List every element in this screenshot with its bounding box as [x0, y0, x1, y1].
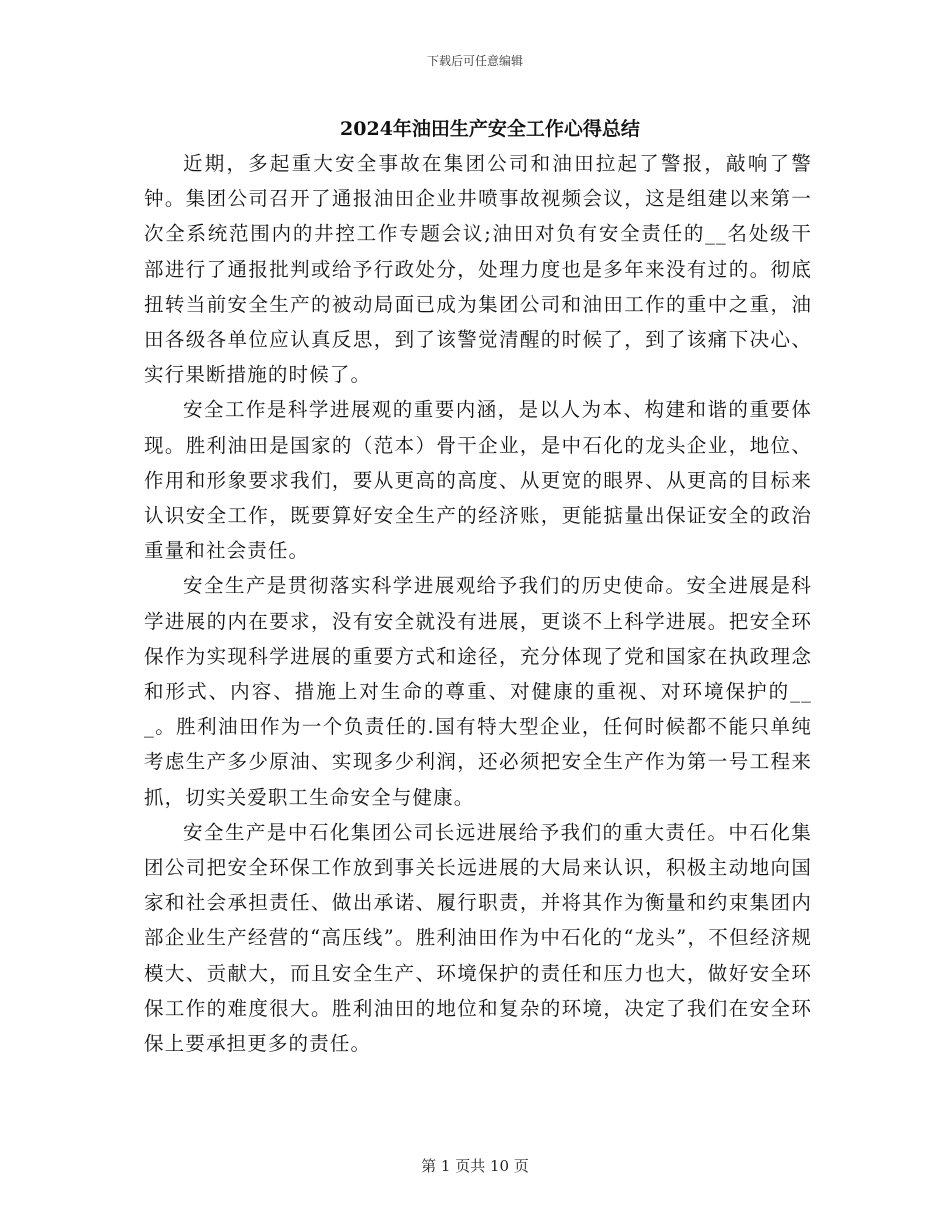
document-body: [144, 146, 812, 1061]
paragraph: 安全生产是中石化集团公司长远进展给予我们的重大责任。中石化集团公司把安全环保工作放到事关长远进展的大局来认识，积极主动地向国家和社会承担责任、做出承诺、履行职责，并将其作为衡量和约束集团内部企业生产经营的“高压线”。胜利油田作为中石化的“龙头”，不但经济规模大、贡献大，而且安全生产、环境保护的责任和压力也大，做好安全环保工作的难度很大。胜利油田的地位和复杂的环境，决定了我们在安全环保上要承担更多的责任。: [144, 820, 812, 1056]
document-title: 2024年油田生产安全工作心得总结: [340, 118, 640, 140]
page-number: 第 1 页共 10 页: [421, 1157, 529, 1175]
paragraph: 安全工作是科学进展观的重要内涵，是以人为本、构建和谐的重要体现。胜利油田是国家的（范本）骨干企业，是中石化的龙头企业，地位、作用和形象要求我们，要从更高的高度、从更宽的眼界、从更高的目标来认识安全工作，既要算好安全生产的经济账，更能掂量出保证安全的政治重量和社会责任。: [144, 398, 812, 563]
page-header: 下载后可任意编辑: [426, 54, 523, 68]
paragraph: 安全生产是贯彻落实科学进展观给予我们的历史使命。安全进展是科学进展的内在要求，没有安全就没有进展，更谈不上科学进展。把安全环保作为实现科学进展的重要方式和途径，充分体现了党和国家在执政理念和形式、内容、措施上对生命的尊重、对健康的重视、对环境保护的___。胜利油田作为一个负责任的.国有特大型企业，任何时候都不能只单纯考虑生产多少原油、实现多少利润，还必须把安全生产作为第一号工程来抓，切实关爱职工生命安全与健康。: [144, 574, 812, 809]
paragraph: 近期，多起重大安全事故在集团公司和油田拉起了警报，敲响了警钟。集团公司召开了通报油田企业井喷事故视频会议，这是组建以来第一次全系统范围内的井控工作专题会议;油田对负有安全责任的__名处级干部进行了通报批判或给予行政处分，处理力度也是多年来没有过的。彻底扭转当前安全生产的被动局面已成为集团公司和油田工作的重中之重，油田各级各单位应认真反思，到了该警觉清醒的时候了，到了该痛下决心、实行果断措施的时候了。: [144, 152, 812, 387]
